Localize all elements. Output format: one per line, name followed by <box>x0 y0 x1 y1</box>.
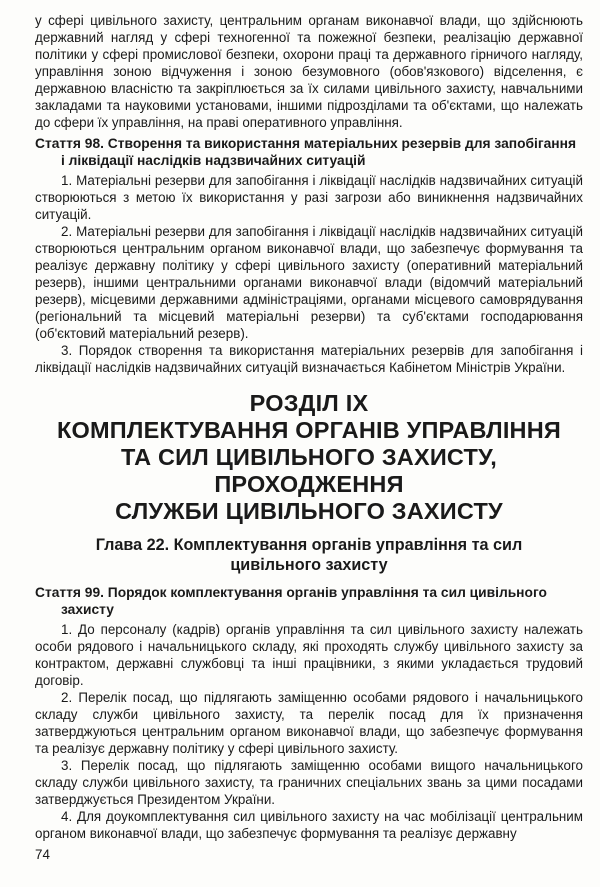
intro-paragraph: у сфері цивільного захисту, центральним органам виконавчої влади, що здійснюють державний нагляд у сфері техногенної та пожежної безпеки, реалізацію державної політики у сфері промислової безпеки, охорони праці та державного гірничого нагляду, управління зоною відчуження і зоною безумовного (обов'язкового) відселення, є державною власністю та закріплюється за їх силами цивільного захисту, навчальними закладами та науковими установами, іншими підрозділами та об'єктами, що належать до сфери їх управління, на праві оперативного управління. <box>35 13 583 130</box>
article-98-paragraph-3: 3. Порядок створення та використання матеріальних резервів для запобігання і ліквідації наслідків надзвичайних ситуацій визначається Кабінетом Міністрів України. <box>35 343 583 375</box>
chapter-heading <box>35 535 583 575</box>
article-99-title: Стаття 99. Порядок комплектування органів управління та сил цивільного захисту <box>35 585 547 617</box>
page-number: 74 <box>35 847 50 862</box>
article-98-title: Стаття 98. Створення та використання матеріальних резервів для запобігання і ліквідації наслідків надзвичайних ситуацій <box>35 136 576 168</box>
chapter-title-line-2: цивільного захисту <box>230 556 388 574</box>
section-title-line-3: СЛУЖБИ ЦИВІЛЬНОГО ЗАХИСТУ <box>115 498 503 524</box>
article-99-paragraph-3: 3. Перелік посад, що підлягають заміщенню особами вищого начальницького складу служби цивільного захисту, та граничних спеціальних звань за цими посадами затверджується Президентом України. <box>35 758 583 807</box>
section-title-line-2: ТА СИЛ ЦИВІЛЬНОГО ЗАХИСТУ, ПРОХОДЖЕННЯ <box>121 444 497 497</box>
article-98-paragraph-1: 1. Матеріальні резерви для запобігання і ліквідації наслідків надзвичайних ситуацій створюються з метою їх використання у разі загрози або виникнення надзвичайних ситуацій. <box>35 173 583 222</box>
chapter-title-line-1: Глава 22. Комплектування органів управління та сил <box>95 536 523 554</box>
article-99-paragraph-1: 1. До персоналу (кадрів) органів управління та сил цивільного захисту належать особи рядового і начальницького складу, які проходять службу цивільного захисту за контрактом, державні службовці та інші працівники, з якими укладається трудовий договір. <box>35 622 583 688</box>
section-number: РОЗДІЛ IX <box>249 390 369 416</box>
article-99-paragraph-4: 4. Для доукомплектування сил цивільного захисту на час мобілізації центральним органом виконавчої влади, що забезпечує формування та реалізує державну <box>35 809 583 841</box>
article-99-paragraph-2: 2. Перелік посад, що підлягають заміщенню особами рядового і начальницького складу служби цивільного захисту, та перелік посад для їх призначення затверджуються центральним органом виконавчої влади, що забезпечує формування та реалізує державну політику у сфері цивільного захисту. <box>35 690 583 756</box>
section-heading <box>35 390 583 525</box>
section-title-line-1: КОМПЛЕКТУВАННЯ ОРГАНІВ УПРАВЛІННЯ <box>57 417 561 443</box>
article-98-paragraph-2: 2. Матеріальні резерви для запобігання і ліквідації наслідків надзвичайних ситуацій створюються центральним органом виконавчої влади, що забезпечує формування та реалізує державну політику у сфері цивільного захисту (оперативний матеріальний резерв), іншими центральними органами виконавчої влади (відомчий матеріальний резерв), місцевими державними адміністраціями, органами місцевого самоврядування (регіональний та місцевий матеріальні резерви) та суб'єктами господарювання (об'єктовий матеріальний резерв). <box>35 224 583 341</box>
